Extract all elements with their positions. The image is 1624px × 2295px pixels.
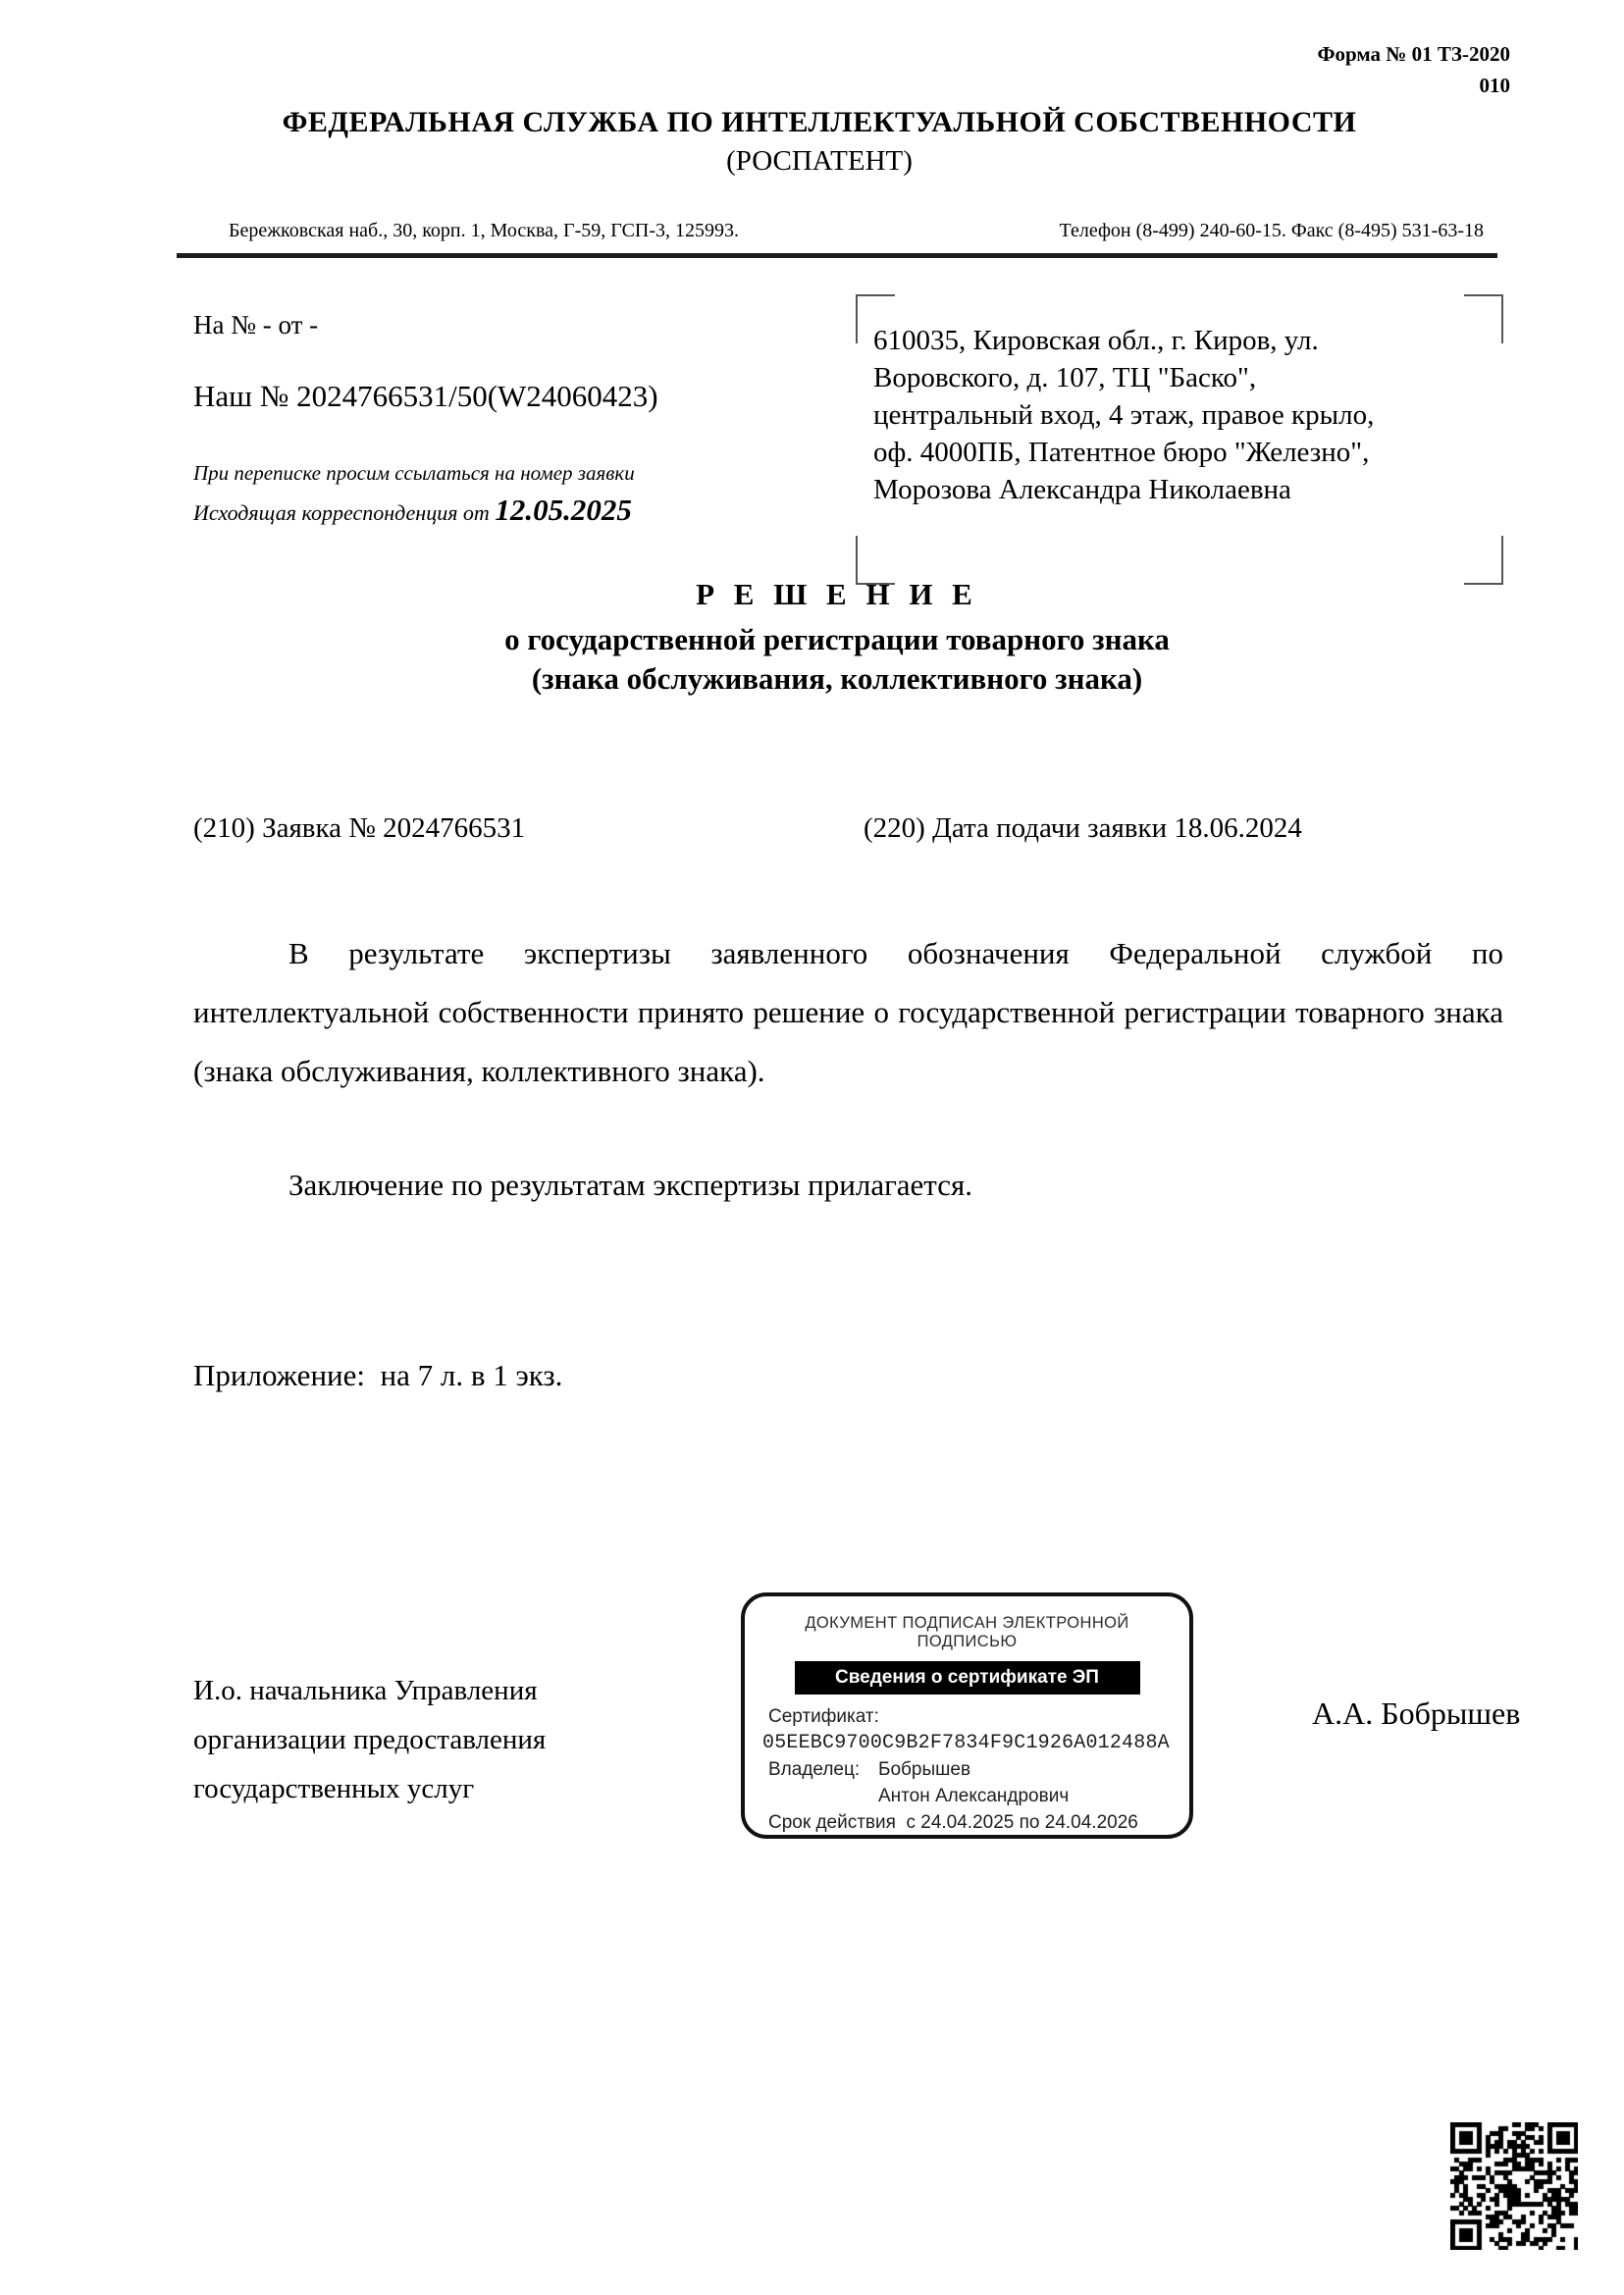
recipient-address	[873, 322, 1438, 508]
signatory-position	[193, 1666, 655, 1813]
decision-subtitle-1: о государственной регистрации товарного знака	[504, 622, 1170, 656]
agency-address: Бережковская наб., 30, корп. 1, Москва, Г-59, ГСП-3, 125993.	[229, 220, 740, 241]
owner-label: Владелец:	[768, 1759, 861, 1780]
decision-subtitle-2: (знака обслуживания, коллективного знака)	[531, 661, 1143, 696]
recipient-address-line: 610035, Кировская обл., г. Киров, ул.	[873, 325, 1319, 356]
attachment-note: Приложение: на 7 л. в 1 экз.	[193, 1358, 563, 1392]
application-filing-date: (220) Дата подачи заявки 18.06.2024	[864, 812, 1302, 844]
agency-subtitle: (РОСПАТЕНТ)	[726, 145, 913, 177]
agency-phone-fax: Телефон (8-499) 240-60-15. Факс (8-495) 531-63-18	[1059, 220, 1484, 241]
decision-title: Р Е Ш Е Н И Е	[696, 577, 978, 611]
body-paragraph-1: В результате экспертизы заявленного обозначения Федеральной службой по интеллектуальной собственности принято решение о государственной регистрации товарного знака (знака обслуживания, коллективного знака).	[193, 936, 1503, 1088]
stamp-title: ДОКУМЕНТ ПОДПИСАН ЭЛЕКТРОННОЙ ПОДПИСЬЮ	[805, 1614, 1129, 1650]
certificate-owner	[762, 1756, 1172, 1783]
signatory-position-line: организации предоставления	[193, 1724, 547, 1755]
body-paragraph-2: Заключение по результатам экспертизы прилагается.	[288, 1168, 973, 1202]
form-number-line2: 010	[1479, 73, 1510, 97]
form-number	[1318, 39, 1511, 101]
agency-title: ФЕДЕРАЛЬНАЯ СЛУЖБА ПО ИНТЕЛЛЕКТУАЛЬНОЙ СОБСТВЕННОСТИ	[282, 106, 1357, 138]
qr-code	[1450, 2122, 1578, 2250]
certificate-number: 05EEBC9700C9B2F7834F9C1926A012488A	[762, 1732, 1170, 1754]
form-number-line1: Форма № 01 ТЗ-2020	[1317, 42, 1510, 66]
application-number: (210) Заявка № 2024766531	[193, 812, 526, 844]
outgoing-number: Наш № 2024766531/50(W24060423)	[193, 379, 658, 413]
owner-given-names: Антон Александрович	[878, 1786, 1070, 1806]
reference-note: При переписке просим ссылаться на номер заявки	[193, 461, 635, 485]
owner-surname: Бобрышев	[878, 1759, 971, 1780]
certificate-label: Сертификат:	[768, 1706, 879, 1727]
outgoing-correspondence-date: 12.05.2025	[495, 493, 632, 527]
recipient-address-line: Морозова Александра Николаевна	[873, 474, 1291, 505]
signatory-name: А.А. Бобрышев	[1312, 1695, 1521, 1731]
header-divider	[177, 253, 1497, 258]
signatory-position-line: государственных услуг	[193, 1773, 475, 1804]
recipient-address-line: оф. 4000ПБ, Патентное бюро "Железно",	[873, 437, 1370, 468]
recipient-address-line: центральный вход, 4 этаж, правое крыло,	[873, 399, 1375, 431]
digital-signature-stamp	[741, 1592, 1193, 1839]
certificate-validity: Срок действия с 24.04.2025 по 24.04.2026	[768, 1812, 1138, 1833]
incoming-reference: На № - от -	[193, 310, 319, 339]
recipient-address-line: Воровского, д. 107, ТЦ "Баско",	[873, 362, 1257, 393]
signatory-position-line: И.о. начальника Управления	[193, 1675, 538, 1706]
certificate-info-bar: Сведения о сертификате ЭП	[795, 1661, 1140, 1695]
address-window-corner-top-right	[1464, 294, 1503, 343]
outgoing-correspondence	[193, 493, 632, 528]
outgoing-correspondence-label: Исходящая корреспонденция от	[193, 500, 496, 525]
decision-heading	[177, 577, 1497, 699]
